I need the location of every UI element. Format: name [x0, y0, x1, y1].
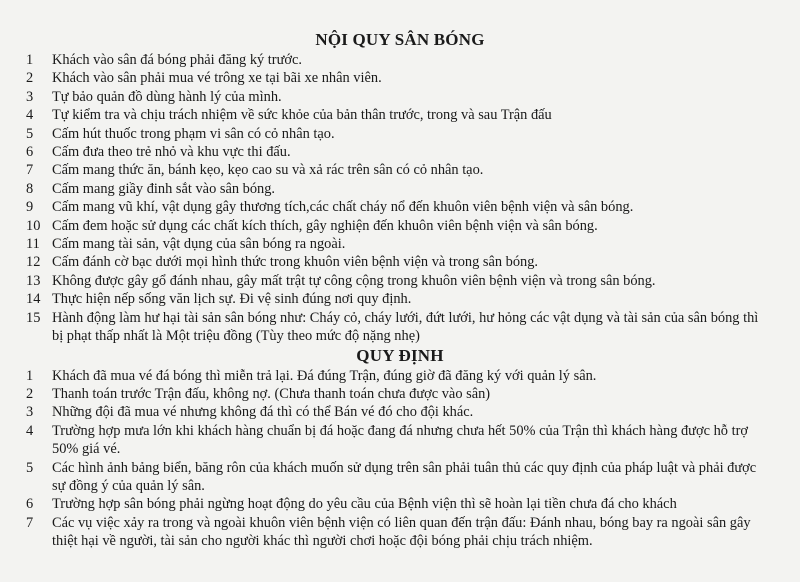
- rule-text: Cấm mang giầy đinh sắt vào sân bóng.: [52, 180, 276, 197]
- rule-number: 6: [26, 496, 34, 513]
- rule-item: [0, 272, 800, 290]
- rule-item: [0, 88, 800, 106]
- rule-text: Những đội đã mua vé nhưng không đá thì có thể Bán vé đó cho đội khác.: [52, 404, 474, 421]
- rule-text: Cấm đánh cờ bạc dưới mọi hình thức trong khuôn viên bệnh viện và trong sân bóng.: [52, 254, 539, 271]
- rule-number: 7: [26, 514, 34, 531]
- rule-text: Cấm hút thuốc trong phạm vi sân có cỏ nhân tạo.: [52, 125, 335, 142]
- rule-text: Khách vào sân phải mua vé trông xe tại bãi xe nhân viên.: [52, 70, 382, 87]
- rule-item: [0, 235, 800, 253]
- rules-list-noi-quy: [0, 51, 800, 346]
- title-quy-dinh: QUY ĐỊNH: [356, 345, 444, 365]
- rule-item: [0, 125, 800, 143]
- rule-number: 15: [26, 309, 41, 326]
- rule-item: [0, 495, 800, 513]
- rule-number: 7: [26, 162, 34, 179]
- rule-number: 8: [26, 180, 34, 197]
- rule-number: 3: [26, 404, 34, 421]
- title-noi-quy: NỘI QUY SÂN BÓNG: [315, 30, 485, 49]
- rule-item: [0, 143, 800, 161]
- rule-number: 9: [26, 199, 34, 216]
- rule-number: 1: [26, 367, 34, 384]
- rule-text: Khách vào sân đá bóng phải đăng ký trước.: [52, 52, 302, 68]
- rule-text: Cấm đưa theo trẻ nhỏ và khu vực thi đấu.: [52, 144, 291, 161]
- rule-item: [0, 459, 800, 496]
- rule-number: 10: [26, 217, 41, 234]
- rule-text: Thực hiện nếp sống văn lịch sự. Đi vệ sinh đúng nơi quy định.: [52, 291, 412, 308]
- rule-text: Các vụ việc xảy ra trong và ngoài khuôn viên bệnh viện có liên quan đến trận đấu: Đánh nhau, bóng bay ra ngoài sân gây thiệt hại về người, tài sản cho người khác thì người chơi hoặc đội bóng phải chịu trách nhiệm.: [52, 514, 751, 550]
- rule-number: 2: [26, 70, 34, 87]
- rule-number: 1: [26, 52, 34, 68]
- rule-number: 11: [26, 236, 40, 253]
- rule-item: [0, 290, 800, 308]
- rule-text: Khách đã mua vé đá bóng thì miễn trả lại. Đá đúng Trận, đúng giờ đã đăng ký với quản lý sân.: [52, 367, 597, 384]
- rule-item: [0, 161, 800, 179]
- rule-item: [0, 253, 800, 271]
- rule-number: 5: [26, 125, 34, 142]
- rule-text: Cấm đem hoặc sử dụng các chất kích thích, gây nghiện đến khuôn viên bệnh viện và sân bóng.: [52, 217, 598, 234]
- rule-item: [0, 106, 800, 124]
- rule-text: Không được gây gổ đánh nhau, gây mất trật tự công cộng trong khuôn viên bệnh viện và trong sân bóng.: [52, 272, 656, 289]
- rule-number: 4: [26, 107, 34, 124]
- rule-number: 3: [26, 88, 34, 105]
- rule-text: Tự kiểm tra và chịu trách nhiệm về sức khỏe của bản thân trước, trong và sau Trận đấu: [52, 107, 552, 124]
- rule-item: [0, 217, 800, 235]
- rule-text: Hành động làm hư hại tài sản sân bóng như: Cháy cỏ, cháy lưới, đứt lưới, hư hỏng các vật dụng và tài sản của sân bóng thì bị phạt thấp nhất là Một triệu đồng (Tùy theo mức độ nặng nhẹ): [52, 309, 759, 345]
- rule-item: [0, 309, 800, 346]
- rule-item: [0, 69, 800, 87]
- rule-text: Trường hợp mưa lớn khi khách hàng chuẩn bị đá hoặc đang đá nhưng chưa hết 50% của Trận thì khách hàng được hỗ trợ 50% giá vé.: [52, 422, 748, 458]
- rule-text: Cấm mang thức ăn, bánh kẹo, kẹo cao su và xả rác trên sân có cỏ nhân tạo.: [52, 162, 484, 179]
- rule-text: Cấm mang vũ khí, vật dụng gây thương tích,các chất cháy nổ đến khuôn viên bệnh viện và sân bóng.: [52, 199, 634, 216]
- rule-number: 5: [26, 459, 34, 476]
- rule-item: [0, 422, 800, 459]
- rule-number: 14: [26, 291, 41, 308]
- rule-item: [0, 403, 800, 421]
- rule-text: Thanh toán trước Trận đấu, không nợ. (Chưa thanh toán chưa được vào sân): [52, 385, 491, 402]
- rule-item: [0, 367, 800, 385]
- rule-number: 4: [26, 422, 34, 439]
- rule-number: 6: [26, 144, 34, 161]
- rule-item: [0, 385, 800, 403]
- rule-item: [0, 51, 800, 69]
- rule-item: [0, 514, 800, 551]
- rules-list-quy-dinh: [0, 367, 800, 551]
- rule-number: 13: [26, 272, 41, 289]
- rule-number: 12: [26, 254, 41, 271]
- rule-text: Cấm mang tài sản, vật dụng của sân bóng ra ngoài.: [52, 236, 346, 253]
- rule-number: 2: [26, 385, 34, 402]
- rule-text: Tự bảo quản đồ dùng hành lý của mình.: [52, 88, 282, 105]
- rule-item: [0, 180, 800, 198]
- rule-text: Trường hợp sân bóng phải ngừng hoạt động do yêu cầu của Bệnh viện thì sẽ hoàn lại tiền chưa đá cho khách: [52, 496, 677, 513]
- rule-item: [0, 198, 800, 216]
- rule-text: Các hình ảnh bảng biển, băng rôn của khách muốn sử dụng trên sân phải tuân thủ các quy định của pháp luật và phải được sự đồng ý của quản lý sân.: [52, 459, 757, 494]
